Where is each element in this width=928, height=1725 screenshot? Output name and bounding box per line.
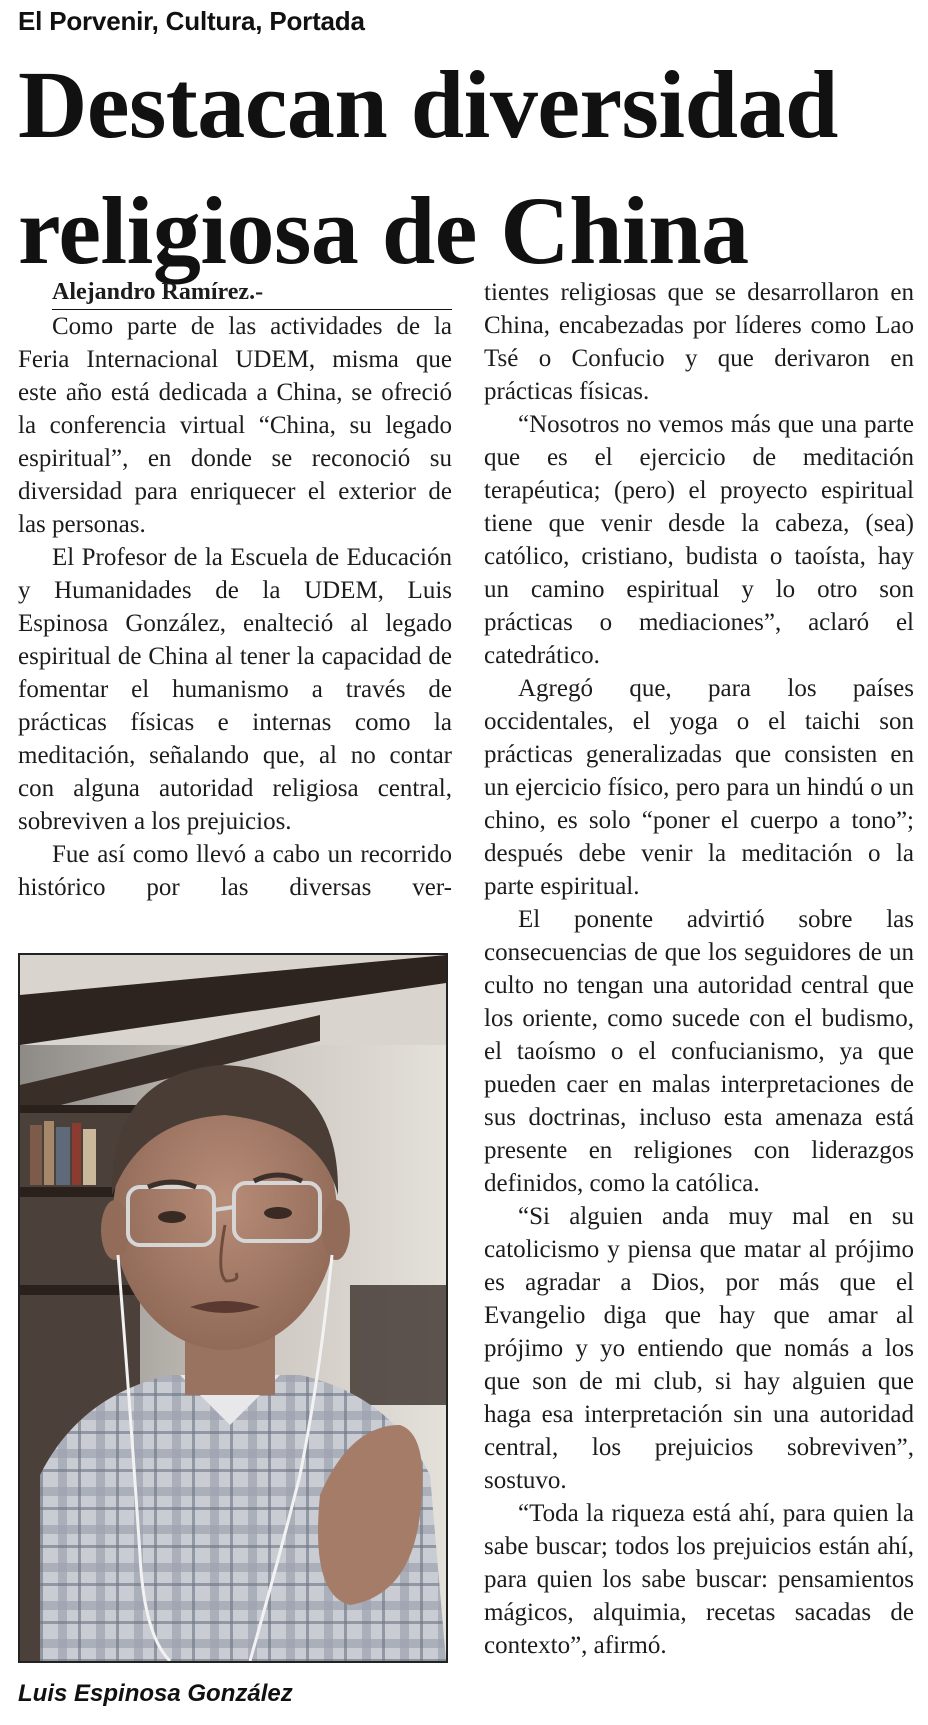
paragraph: tientes religiosas que se desarrollaron en China, encabezadas por líderes como Lao Tsé o Confucio y que derivaron en prácticas físicas.	[484, 279, 914, 405]
photo-caption: Luis Espinosa González	[18, 1680, 293, 1707]
speaker-photo	[18, 953, 448, 1663]
paragraph: El ponente advirtió sobre las consecuencias de que los seguidores de un culto no tengan una autoridad central que los oriente, como sucede con el budismo, el taoísmo o el confucianismo, ya que pueden caer en malas interpretaciones de sus doctrinas, incluso esta amenaza está presente en religiones con liderazgos definidos, como la católica.	[484, 906, 914, 1197]
speaker-photo-illustration	[20, 955, 446, 1661]
right-column	[484, 276, 914, 1662]
paragraph: Agregó que, para los países occidentales, el yoga o el taichi son prácticas generalizadas que consisten en un ejercicio físico, pero para un hindú o un chino, es solo “poner el cuerpo a tono”; después debe venir la meditación o la parte espiritual.	[484, 675, 914, 900]
headline: Destacan diversidad religiosa de China	[18, 51, 838, 284]
paragraph: “Si alguien anda muy mal en su catolicismo y piensa que matar al prójimo es agradar a Dios, por más que el Evangelio diga que hay que amar al prójimo y yo entiendo que nomás a los que son de mi club, si hay alguien que haga esa interpretación sin una autoridad central, los prejuicios sobreviven”, sostuvo.	[484, 1203, 914, 1494]
section-label: El Porvenir, Cultura, Portada	[18, 6, 365, 36]
paragraph: Fue así como llevó a cabo un recorrido histórico por las diversas ver-	[18, 841, 452, 901]
paragraph: “Nosotros no vemos más que una parte que es el ejercicio de meditación terapéutica; (pero) el proyecto espiritual tiene que venir desde la cabeza, (sea) católico, cristiano, budista o taoísta, hay un camino espiritual y lo otro son prácticas o mediaciones”, aclaró el catedrático.	[484, 411, 914, 669]
left-column	[18, 276, 452, 904]
paragraph: Como parte de las actividades de la Feria Internacional UDEM, misma que este año está dedicada a China, se ofreció la conferencia virtual “China, su legado espiritual”, en donde se reconoció su diversidad para enriquecer el exterior de las personas.	[18, 313, 452, 538]
paragraph: El Profesor de la Escuela de Educación y Humanidades de la UDEM, Luis Espinosa González, enalteció al legado espiritual de China al tener la capacidad de fomentar el humanismo a través de prácticas físicas e internas como la meditación, señalando que, al no contar con alguna autoridad religiosa central, sobreviven a los prejuicios.	[18, 544, 452, 835]
byline: Alejandro Ramírez.-	[52, 276, 452, 310]
paragraph: “Toda la riqueza está ahí, para quien la sabe buscar; todos los prejuicios están ahí, para quien los sabe buscar: pensamientos mágicos, alquimia, recetas sacadas de contexto”, afirmó.	[484, 1500, 914, 1659]
